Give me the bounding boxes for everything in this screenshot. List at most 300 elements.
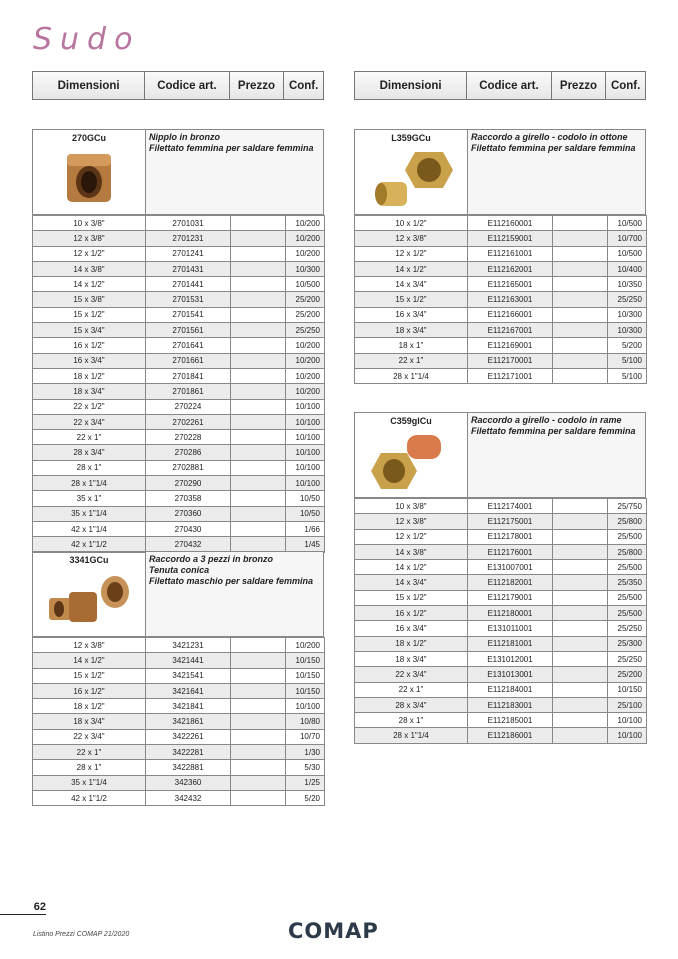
cell-code: 2701841 (146, 368, 231, 383)
cell-conf: 10/500 (608, 216, 647, 231)
cell-price (553, 292, 608, 307)
cell-price (231, 323, 286, 338)
cell-conf: 25/250 (286, 323, 325, 338)
cell-code: 270228 (146, 430, 231, 445)
cell-conf: 25/250 (608, 621, 647, 636)
cell-conf: 1/25 (286, 775, 325, 790)
cell-price (553, 307, 608, 322)
cell-conf: 25/800 (608, 544, 647, 559)
cell-conf: 25/500 (608, 590, 647, 605)
table-row (355, 560, 647, 575)
cell-dimension: 16 x 3/4" (355, 621, 468, 636)
cell-conf: 25/250 (608, 651, 647, 666)
cell-conf: 10/150 (608, 682, 647, 697)
cell-price (231, 353, 286, 368)
comap-logo: COMAP (288, 919, 379, 943)
table-row (355, 636, 647, 651)
cell-price (553, 667, 608, 682)
cell-conf: 25/800 (608, 514, 647, 529)
cell-conf: 10/300 (286, 261, 325, 276)
cell-price (231, 683, 286, 698)
cell-code: 270224 (146, 399, 231, 414)
table-row (33, 216, 325, 231)
cell-conf: 1/66 (286, 521, 325, 536)
cell-dimension: 28 x 1" (355, 713, 468, 728)
cell-code: E112183001 (468, 697, 553, 712)
cell-price (553, 353, 608, 368)
table-row (33, 491, 325, 506)
cell-price (231, 430, 286, 445)
cell-conf: 25/200 (608, 667, 647, 682)
table-row (33, 338, 325, 353)
cell-code: 2701031 (146, 216, 231, 231)
cell-conf: 10/300 (608, 323, 647, 338)
cell-price (231, 246, 286, 261)
cell-code: 2701641 (146, 338, 231, 353)
cell-code: 270360 (146, 506, 231, 521)
header-dimensions: Dimensioni (355, 72, 467, 99)
cell-code: 3422261 (146, 729, 231, 744)
product-block (32, 551, 324, 806)
cell-conf: 5/100 (608, 353, 647, 368)
cell-conf: 10/100 (286, 399, 325, 414)
cell-code: 2701561 (146, 323, 231, 338)
cell-conf: 1/45 (286, 537, 325, 552)
cell-code: E112163001 (468, 292, 553, 307)
table-row (33, 790, 325, 805)
table-row (355, 590, 647, 605)
cell-code: 270290 (146, 476, 231, 491)
page-number: 62 (0, 901, 46, 915)
table-row (33, 775, 325, 790)
footer-text: Listino Prezzi COMAP 21/2020 (33, 931, 130, 938)
cell-conf: 5/100 (608, 368, 647, 383)
cell-code: 3421841 (146, 699, 231, 714)
cell-code: E112184001 (468, 682, 553, 697)
cell-code: 3421441 (146, 653, 231, 668)
cell-dimension: 12 x 3/8" (33, 638, 146, 653)
table-row (355, 368, 647, 383)
product-desc-line: Raccordo a girello - codolo in ottone (471, 132, 628, 142)
cell-price (231, 261, 286, 276)
cell-dimension: 15 x 1/2" (33, 307, 146, 322)
table-row (33, 683, 325, 698)
table-row (355, 216, 647, 231)
cell-price (553, 529, 608, 544)
product-code: 3341GCu (69, 555, 109, 565)
cell-price (231, 216, 286, 231)
cell-dimension: 28 x 3/4" (355, 697, 468, 712)
cell-conf: 10/700 (608, 231, 647, 246)
product-table (32, 215, 325, 553)
table-row (33, 231, 325, 246)
swivel-copper-fitting-icon (367, 431, 457, 493)
cell-code: E131007001 (468, 560, 553, 575)
cell-dimension: 42 x 1"1/2 (33, 537, 146, 552)
cell-price (553, 368, 608, 383)
table-row (33, 653, 325, 668)
table-row (355, 323, 647, 338)
bronze-nipple-fitting-icon (45, 148, 135, 210)
table-row (355, 529, 647, 544)
cell-code: E112175001 (468, 514, 553, 529)
cell-price (231, 638, 286, 653)
table-row (33, 414, 325, 429)
cell-price (231, 368, 286, 383)
table-row (355, 682, 647, 697)
cell-dimension: 14 x 3/8" (33, 261, 146, 276)
cell-code: 3421641 (146, 683, 231, 698)
table-row (355, 499, 647, 514)
three-piece-union-icon (45, 570, 135, 632)
table-row (355, 544, 647, 559)
cell-dimension: 22 x 1" (33, 430, 146, 445)
cell-code: 270430 (146, 521, 231, 536)
cell-code: 342360 (146, 775, 231, 790)
cell-code: E112179001 (468, 590, 553, 605)
cell-dimension: 35 x 1" (33, 491, 146, 506)
cell-price (231, 231, 286, 246)
table-row (355, 667, 647, 682)
cell-conf: 25/200 (286, 307, 325, 322)
product-table (32, 637, 325, 806)
cell-price (553, 697, 608, 712)
cell-price (231, 714, 286, 729)
cell-code: E112170001 (468, 353, 553, 368)
cell-code: 3422281 (146, 745, 231, 760)
cell-conf: 10/200 (286, 638, 325, 653)
cell-conf: 10/400 (608, 261, 647, 276)
cell-dimension: 15 x 1/2" (33, 668, 146, 683)
cell-code: E112167001 (468, 323, 553, 338)
table-row (33, 445, 325, 460)
product-block (354, 412, 646, 744)
cell-price (231, 653, 286, 668)
cell-price (553, 560, 608, 575)
cell-conf: 1/30 (286, 745, 325, 760)
cell-dimension: 15 x 1/2" (355, 292, 468, 307)
cell-dimension: 28 x 1"1/4 (355, 368, 468, 383)
cell-dimension: 14 x 1/2" (355, 560, 468, 575)
cell-conf: 10/50 (286, 491, 325, 506)
product-desc-line: Raccordo a girello - codolo in rame (471, 415, 622, 425)
cell-conf: 10/80 (286, 714, 325, 729)
cell-price (553, 544, 608, 559)
cell-code: 2701661 (146, 353, 231, 368)
table-row (355, 651, 647, 666)
cell-conf: 25/500 (608, 560, 647, 575)
cell-code: E131012001 (468, 651, 553, 666)
product-block (32, 129, 324, 553)
table-row (33, 261, 325, 276)
cell-code: E131013001 (468, 667, 553, 682)
cell-price (231, 399, 286, 414)
cell-price (231, 338, 286, 353)
cell-code: E112171001 (468, 368, 553, 383)
header-price: Prezzo (230, 72, 285, 99)
cell-price (231, 790, 286, 805)
cell-dimension: 22 x 1" (33, 745, 146, 760)
cell-code: 2701431 (146, 261, 231, 276)
table-row (33, 307, 325, 322)
cell-price (553, 323, 608, 338)
cell-conf: 10/500 (608, 246, 647, 261)
cell-conf: 10/200 (286, 231, 325, 246)
cell-dimension: 18 x 3/4" (355, 651, 468, 666)
cell-dimension: 22 x 1" (355, 682, 468, 697)
cell-dimension: 42 x 1"1/4 (33, 521, 146, 536)
cell-dimension: 35 x 1"1/4 (33, 775, 146, 790)
cell-price (231, 729, 286, 744)
cell-dimension: 14 x 3/4" (355, 277, 468, 292)
cell-dimension: 10 x 3/8" (355, 499, 468, 514)
cell-code: 2701231 (146, 231, 231, 246)
cell-code: E112176001 (468, 544, 553, 559)
cell-dimension: 12 x 3/8" (355, 231, 468, 246)
table-row (33, 246, 325, 261)
cell-price (553, 246, 608, 261)
table-row (355, 338, 647, 353)
cell-price (231, 521, 286, 536)
cell-code: E112185001 (468, 713, 553, 728)
cell-conf: 25/750 (608, 499, 647, 514)
table-row (33, 745, 325, 760)
cell-price (231, 460, 286, 475)
cell-dimension: 22 x 1" (355, 353, 468, 368)
table-row (355, 621, 647, 636)
cell-dimension: 18 x 1" (355, 338, 468, 353)
table-row (33, 714, 325, 729)
cell-code: 2701861 (146, 384, 231, 399)
cell-conf: 10/150 (286, 668, 325, 683)
cell-dimension: 35 x 1"1/4 (33, 506, 146, 521)
cell-price (231, 414, 286, 429)
cell-code: 2701241 (146, 246, 231, 261)
table-row (355, 606, 647, 621)
cell-price (553, 590, 608, 605)
cell-code: E112160001 (468, 216, 553, 231)
cell-dimension: 42 x 1"1/2 (33, 790, 146, 805)
cell-code: 270286 (146, 445, 231, 460)
header-conf: Conf. (610, 79, 641, 92)
cell-code: E112186001 (468, 728, 553, 743)
table-row (33, 506, 325, 521)
cell-dimension: 15 x 3/8" (33, 292, 146, 307)
cell-dimension: 28 x 1"1/4 (33, 476, 146, 491)
cell-dimension: 12 x 1/2" (33, 246, 146, 261)
table-header-right (354, 71, 646, 100)
cell-dimension: 15 x 3/4" (33, 323, 146, 338)
cell-code: E112180001 (468, 606, 553, 621)
cell-conf: 5/200 (608, 338, 647, 353)
cell-conf: 10/200 (286, 338, 325, 353)
table-row (355, 697, 647, 712)
cell-conf: 10/200 (286, 246, 325, 261)
cell-dimension: 18 x 1/2" (33, 368, 146, 383)
cell-conf: 10/150 (286, 653, 325, 668)
cell-conf: 10/50 (286, 506, 325, 521)
table-row (33, 430, 325, 445)
cell-conf: 10/350 (608, 277, 647, 292)
cell-conf: 25/200 (286, 292, 325, 307)
cell-price (553, 277, 608, 292)
cell-price (231, 775, 286, 790)
cell-code: 2701531 (146, 292, 231, 307)
cell-price (231, 292, 286, 307)
cell-conf: 10/100 (286, 699, 325, 714)
cell-price (231, 760, 286, 775)
cell-dimension: 22 x 3/4" (355, 667, 468, 682)
table-row (355, 353, 647, 368)
table-row (355, 261, 647, 276)
cell-conf: 25/100 (608, 697, 647, 712)
cell-conf: 10/200 (286, 368, 325, 383)
cell-dimension: 16 x 1/2" (33, 683, 146, 698)
cell-code: E112159001 (468, 231, 553, 246)
cell-code: E112162001 (468, 261, 553, 276)
cell-conf: 10/150 (286, 683, 325, 698)
cell-dimension: 18 x 1/2" (355, 636, 468, 651)
header-conf: Conf. (288, 79, 319, 92)
cell-dimension: 22 x 3/4" (33, 414, 146, 429)
cell-dimension: 10 x 3/8" (33, 216, 146, 231)
cell-price (553, 575, 608, 590)
cell-conf: 25/350 (608, 575, 647, 590)
cell-code: 2702261 (146, 414, 231, 429)
cell-dimension: 12 x 3/8" (355, 514, 468, 529)
product-info (32, 551, 324, 637)
cell-dimension: 28 x 1" (33, 460, 146, 475)
cell-price (231, 506, 286, 521)
product-desc-line: Filettato femmina per saldare femmina (471, 143, 636, 153)
cell-dimension: 18 x 3/4" (33, 714, 146, 729)
cell-conf: 25/500 (608, 529, 647, 544)
cell-code: 3422881 (146, 760, 231, 775)
cell-code: E112178001 (468, 529, 553, 544)
table-row (355, 231, 647, 246)
cell-dimension: 14 x 1/2" (33, 653, 146, 668)
table-row (33, 399, 325, 414)
table-row (33, 760, 325, 775)
header-dimensions: Dimensioni (33, 72, 145, 99)
cell-dimension: 14 x 1/2" (355, 261, 468, 276)
cell-price (231, 307, 286, 322)
product-block (354, 129, 646, 384)
table-row (33, 729, 325, 744)
table-row (33, 277, 325, 292)
cell-dimension: 12 x 1/2" (355, 246, 468, 261)
table-row (33, 521, 325, 536)
cell-price (231, 699, 286, 714)
cell-price (553, 621, 608, 636)
cell-conf: 10/100 (286, 445, 325, 460)
header-code: Codice art. (145, 72, 229, 99)
cell-dimension: 12 x 3/8" (33, 231, 146, 246)
cell-price (231, 745, 286, 760)
table-row (33, 476, 325, 491)
table-row (33, 699, 325, 714)
cell-dimension: 15 x 1/2" (355, 590, 468, 605)
product-desc-line: Filettato femmina per saldare femmina (149, 143, 314, 153)
cell-conf: 25/250 (608, 292, 647, 307)
cell-code: 342432 (146, 790, 231, 805)
cell-price (231, 476, 286, 491)
table-row (33, 460, 325, 475)
cell-conf: 10/100 (286, 476, 325, 491)
cell-dimension: 10 x 1/2" (355, 216, 468, 231)
cell-code: E131011001 (468, 621, 553, 636)
cell-conf: 10/200 (286, 384, 325, 399)
table-row (355, 575, 647, 590)
cell-dimension: 14 x 3/4" (355, 575, 468, 590)
product-desc-line: Filettato maschio per saldare femmina (149, 576, 314, 586)
cell-dimension: 18 x 1/2" (33, 699, 146, 714)
product-desc-line: Nipplo in bronzo (149, 132, 220, 142)
cell-dimension: 16 x 3/4" (33, 353, 146, 368)
cell-price (553, 682, 608, 697)
brand-title: Sudo (33, 22, 141, 57)
cell-conf: 10/70 (286, 729, 325, 744)
cell-price (231, 277, 286, 292)
cell-dimension: 18 x 3/4" (33, 384, 146, 399)
table-header-left (32, 71, 324, 100)
cell-code: 3421231 (146, 638, 231, 653)
table-row (33, 353, 325, 368)
cell-dimension: 28 x 1"1/4 (355, 728, 468, 743)
cell-conf: 10/300 (608, 307, 647, 322)
cell-code: E112174001 (468, 499, 553, 514)
table-row (355, 713, 647, 728)
cell-conf: 25/300 (608, 636, 647, 651)
product-desc-line: Tenuta conica (149, 565, 210, 575)
cell-price (231, 668, 286, 683)
cell-conf: 10/200 (286, 353, 325, 368)
cell-price (231, 384, 286, 399)
cell-dimension: 12 x 1/2" (355, 529, 468, 544)
cell-price (231, 537, 286, 552)
cell-code: 270432 (146, 537, 231, 552)
cell-price (553, 606, 608, 621)
cell-conf: 10/200 (286, 216, 325, 231)
cell-dimension: 28 x 1" (33, 760, 146, 775)
cell-dimension: 16 x 1/2" (355, 606, 468, 621)
table-row (355, 307, 647, 322)
table-row (355, 514, 647, 529)
cell-price (553, 713, 608, 728)
cell-dimension: 14 x 3/8" (355, 544, 468, 559)
table-row (33, 384, 325, 399)
cell-price (553, 261, 608, 276)
product-code: C359glCu (390, 416, 432, 426)
cell-conf: 10/100 (608, 728, 647, 743)
cell-code: E112161001 (468, 246, 553, 261)
cell-code: 270358 (146, 491, 231, 506)
cell-dimension: 14 x 1/2" (33, 277, 146, 292)
product-info (354, 412, 646, 498)
cell-price (553, 514, 608, 529)
cell-code: 2702881 (146, 460, 231, 475)
cell-dimension: 22 x 1/2" (33, 399, 146, 414)
product-desc-line: Filettato femmina per saldare femmina (471, 426, 636, 436)
cell-conf: 10/100 (286, 460, 325, 475)
cell-price (553, 651, 608, 666)
product-info (354, 129, 646, 215)
cell-conf: 5/20 (286, 790, 325, 805)
cell-dimension: 22 x 3/4" (33, 729, 146, 744)
table-row (355, 292, 647, 307)
cell-price (231, 491, 286, 506)
cell-price (553, 231, 608, 246)
